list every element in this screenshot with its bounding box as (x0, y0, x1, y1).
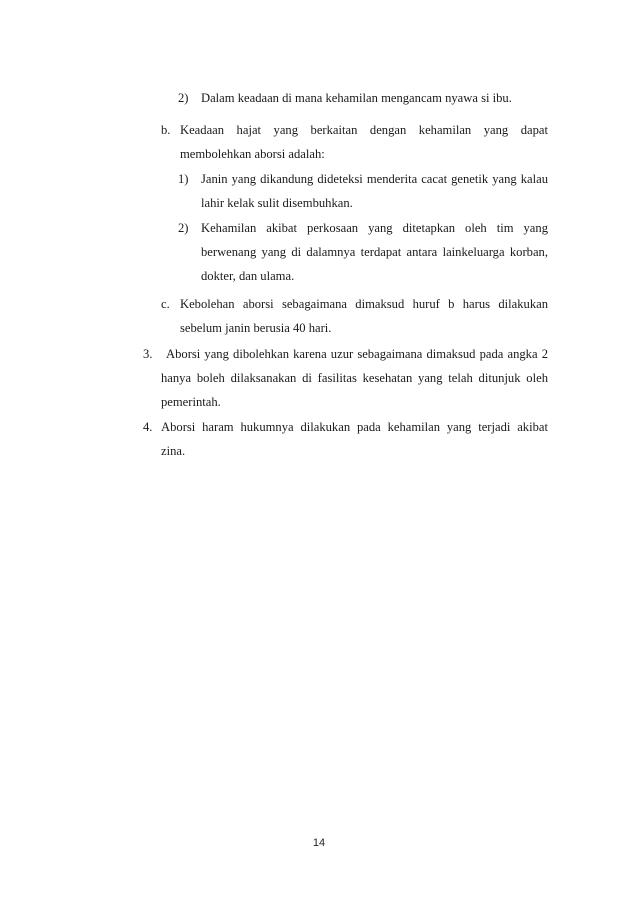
list-marker-b1: 1) (178, 172, 189, 186)
item-3-line-2: hanya boleh dilaksanakan di fasilitas kesehatan yang telah ditunjuk oleh (161, 371, 548, 385)
list-marker-b2: 2) (178, 221, 189, 235)
item-c-line-2: sebelum janin berusia 40 hari. (180, 321, 332, 335)
item-3-line-1: Aborsi yang dibolehkan karena uzur sebagaimana dimaksud pada angka 2 (166, 347, 548, 361)
item-b-line-1: Keadaan hajat yang berkaitan dengan kehamilan yang dapat (180, 123, 548, 137)
page-number: 14 (312, 837, 326, 849)
list-marker-b: b. (161, 123, 171, 137)
item-b2-line-1: Kehamilan akibat perkosaan yang ditetapkan oleh tim yang (201, 221, 548, 235)
item-4-line-1: Aborsi haram hukumnya dilakukan pada kehamilan yang terjadi akibat (161, 420, 548, 434)
list-marker-4: 4. (143, 420, 153, 434)
item-b2-line-2: berwenang yang di dalamnya terdapat antara lainkeluarga korban, (201, 245, 548, 259)
item-b1-line-2: lahir kelak sulit disembuhkan. (201, 196, 353, 210)
list-marker-c: c. (161, 297, 170, 311)
item-3-line-3: pemerintah. (161, 395, 221, 409)
item-2-text: Dalam keadaan di mana kehamilan mengancam nyawa si ibu. (201, 91, 512, 105)
list-marker-2: 2) (178, 91, 189, 105)
item-b-line-2: membolehkan aborsi adalah: (180, 147, 325, 161)
item-b2-line-3: dokter, dan ulama. (201, 269, 295, 283)
list-marker-3: 3. (143, 347, 153, 361)
item-4-line-2: zina. (161, 444, 186, 458)
item-c-line-1: Kebolehan aborsi sebagaimana dimaksud huruf b harus dilakukan (180, 297, 548, 311)
item-b1-line-1: Janin yang dikandung dideteksi menderita cacat genetik yang kalau (201, 172, 548, 186)
